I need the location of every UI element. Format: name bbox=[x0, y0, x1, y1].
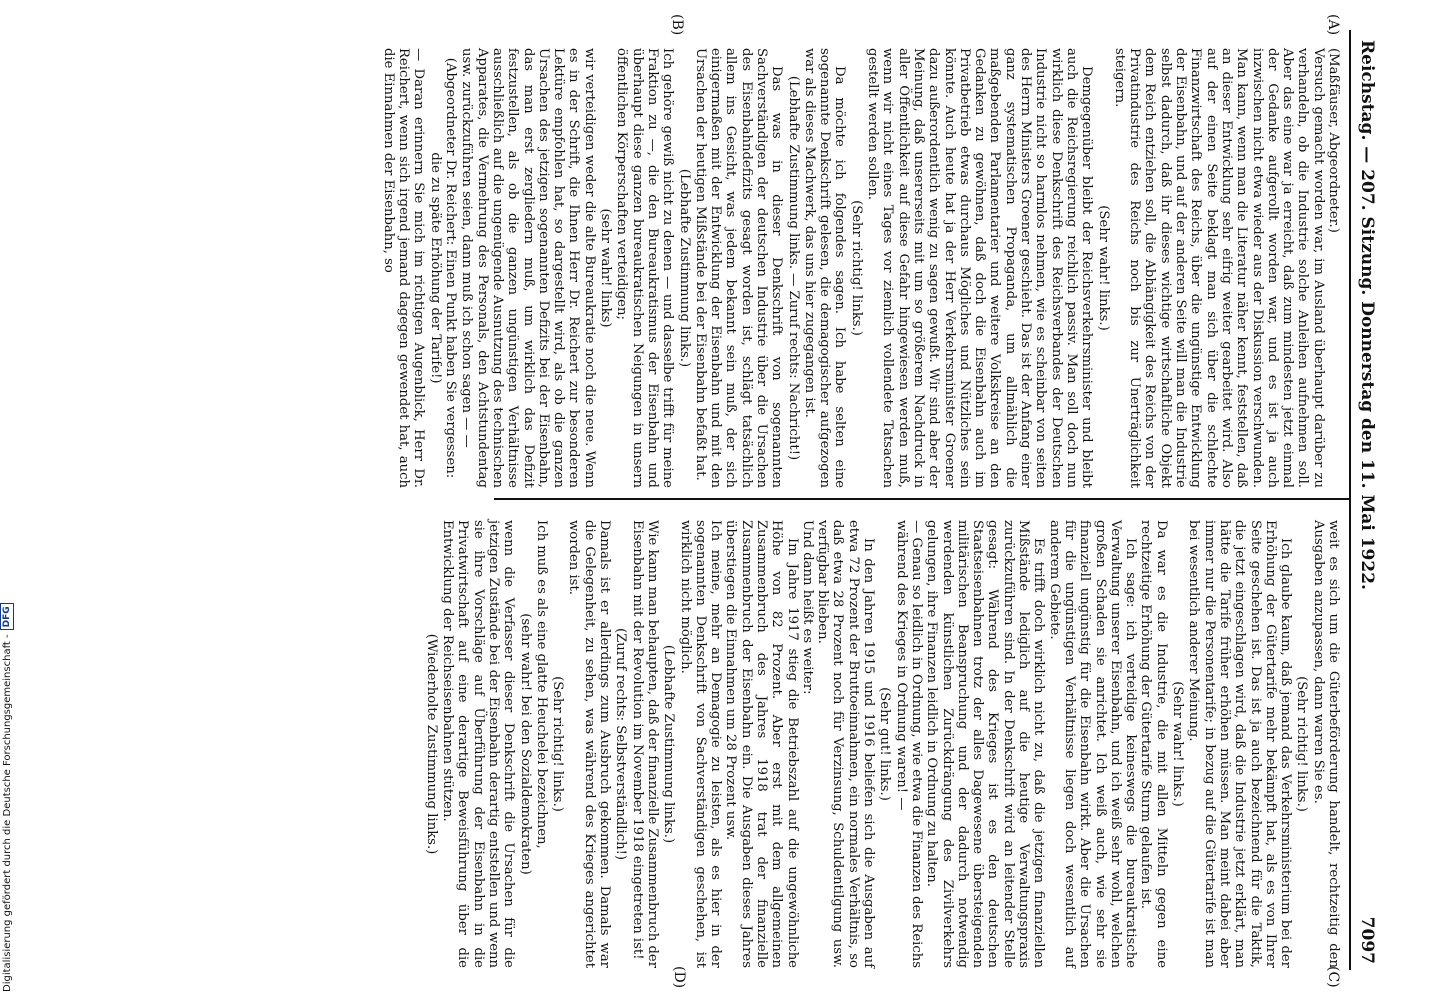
right-paragraph: Und dann heißt es weiter: bbox=[799, 520, 815, 695]
left-paragraph: — Daran erinnern Sie mich im richtigen Augenblick, Herr Dr. Reichert, wenn sich irgend jemand dagegen gewendet hat, auch die Einnahmen der Eisenbahn, so bbox=[380, 48, 427, 488]
left-interjection: (Lebhafte Zustimmung links. — Zuruf rechts: Nachricht!) bbox=[785, 75, 801, 461]
left-paragraph: Demgegenüber bleibt der Reichsverkehrsminister und bleibt auch die Reichsregierung reichlich passiv. Man soll doch nun wirklich diese Denkschrift des Reichsverbandes der Deutschen Industrie nicht so harmlos nehmen, wie es scheinbar von seiten des Herrn Ministers Groener geschieht. Das ist der Anfang einer ganz systematischen Propaganda, um allmählich die maßgebenden Parlamentarier und weitere Volkskreise an den Gedanken zu gewöhnen, daß doch die Eisenbahn auch im Privatbetrieb etwas durchaus Mögliches und Nützliches sein könnte. Auch heute hat ja der Herr Verkehrsminister Groener dazu außerordentlich wenig zu sagen gewußt. Wir sind aber der Meinung, daß unsererseits mit um so größerem Nachdruck in aller Öffentlichkeit auf diese Gefahr hingewiesen werden muß, wenn wir nicht eines Tages vor ziemlich vollendete Tatsachen gestellt werden sollen. bbox=[865, 48, 1095, 488]
page-header bbox=[1351, 0, 1385, 1000]
left-paragraph: Da möchte ich folgendes sagen. Ich habe selten eine sogenannte Denkschrift gelesen, die demagogischer aufgezogen war als dieses Machwerk, das uns hier zugegangen ist. bbox=[801, 48, 848, 488]
left-paragraph: (Maßfäuser, Abgeordneter.) bbox=[1326, 48, 1341, 233]
right-text-column bbox=[422, 520, 1341, 968]
right-paragraph: In den Jahren 1915 und 1916 beliefen sich die Ausgaben auf etwa 72 Prozent der Bruttoeinnahmen, ein normales Verhältnis, so daß etwa 28 Prozent noch für Verzinsung, Schuldentilgung usw. verfügbar blieben. bbox=[815, 520, 877, 968]
right-paragraph: Ich muß es als eine glatte Heuchelei bezeichnen, bbox=[533, 520, 549, 849]
page-number: 7097 bbox=[1357, 916, 1377, 964]
right-paragraph: Im Jahre 1917 stieg die Betriebszahl auf die ungewöhnliche Höhe von 82 Prozent. Aber erst mit dem allgemeinen Zusammenbruch des Jahres 1918 trat der finanzielle Zusammenbruch der Eisenbahn ein. Die Ausgaben dieses Jahres überstiegen die Einnahmen um 28 Prozent usw. bbox=[723, 520, 800, 968]
running-head: Reichstag. — 207. Sitzung. Donnerstag den 11. Mai 1922. bbox=[1357, 40, 1377, 590]
left-text-column bbox=[381, 48, 1341, 488]
margin-marker-b: (B) bbox=[669, 14, 685, 36]
right-interjection: (Zuruf rechts: Selbstverständlich!) bbox=[613, 627, 629, 861]
digitization-footer bbox=[0, 0, 16, 1000]
right-interjection: (Sehr richtig! links.) bbox=[550, 676, 566, 812]
header-rule bbox=[1349, 30, 1351, 970]
right-paragraph: weit es sich um die Güterbeförderung handelt, rechtzeitig den Ausgaben anzupassen, dann waren Sie es. bbox=[1310, 520, 1341, 968]
digitization-credit: Digitalisierung gefördert durch die Deutsche Forschungsgemeinschaft - bbox=[2, 634, 13, 992]
right-paragraph: Wie kann man behaupten, daß der finanzielle Zusammenbruch der Eisenbahn mit der Revolution im November 1918 eingetreten ist! bbox=[629, 520, 660, 968]
left-paragraph: Versuch gemacht worden war, im Ausland überhaupt darüber zu verhandeln, ob die Industrie solche Anleihen aufnehmen soll. Aber das eine war ja erreicht, daß zum mindesten jetzt einmal der Gedanke aufgerollt worden war, und es ist ja auch inzwischen nicht etwa wieder aus der Diskussion verschwunden. Man kann, wenn man die Literatur näher kennt, feststellen, daß an dieser Entwicklung sehr eifrig weiter gearbeitet wird. Also auf der einen Seite beklagt man sich über die schlechte Finanzwirtschaft des Reichs, über die ungünstige Entwicklung der Eisenbahn, und auf der anderen Seite will man die Industrie selbst dadurch, daß ihr dieses wichtige wirtschaftliche Objekt dem Reich entziehen soll, die Abhängigkeit des Reichs von der Privatindustrie des Reichs noch bis zur Unerträglichkeit steigern. bbox=[1111, 48, 1326, 488]
left-paragraph: wir verteidigen weder die alte Bureaukratie noch die neue. Wenn es in der Schrift, die Ihnen Herr Dr. Reichert zur besonderen Lektüre empfohlen hat, so dargestellt wird, als ob die ganzen Ursachen des jetzigen sogenannten Defizits bei der Eisenbahn, das man erst zergliedern muß, um wirklich das Defizit festzustellen, als ob die ganzen ungünstigen Verhältnisse ausschließlich auf die ungenügende Ausnutzung des technischen Apparates, die Vermehrung des Personals, den Achtstundentag usw. zurückzuführen seien, dann muß ich schon sagen — — bbox=[459, 48, 597, 488]
left-interjection: (Lebhafte Zustimmung links.) bbox=[676, 168, 692, 368]
right-paragraph: Ich glaube kaum, daß jemand das Verkehrsministerium bei der Erhöhung der Gütertarife mehr bekämpft hat, als es von Ihrer Seite geschehen ist. Das ist ja auch bezeichnend für die Taktik, die jetzt eingeschlagen wird, daß die Industrie jetzt erklärt, man hätte die Tarife früher erhöhen müssen. Man meint dabei aber immer nur die Personentarife; in bezug auf die Gütertarife ist man bei wesentlich anderer Meinung. bbox=[1186, 520, 1294, 968]
right-paragraph: Ich sage: ich verteidige keineswegs die bureaukratische Verwaltung unserer Eisenbahn, und ich weiß sehr wohl, welchen großen Schaden sie anrichtet. Ich weiß auch, wie sehr sie finanziell ungünstig für die Eisenbahn wirkt. Aber die Ursachen für die ungünstigen Verhältnisse liegen doch wesentlich auf anderem Gebiete. bbox=[1046, 520, 1139, 968]
left-interjection: (Abgeordneter Dr. Reichert: Einen Punkt haben Sie vergessen: die zu späte Erhöhung der Tarife!) bbox=[427, 57, 459, 479]
left-paragraph: Ich gehöre gewiß nicht zu denen — und dasselbe trifft für meine Fraktion zu —, die den Bureaukratismus der Eisenbahn und überhaupt diese ganzen bureaukratischen Neigungen in unsern öffentlichen Körperschaften verteidigen; bbox=[614, 48, 676, 488]
left-interjection: (Sehr wahr! links.) bbox=[1095, 205, 1111, 331]
column-divider bbox=[494, 498, 1349, 500]
right-paragraph: — Genau so leidlich in Ordnung, wie etwa die Finanzen des Reichs während des Krieges in Ordnung waren! — bbox=[893, 520, 924, 968]
right-paragraph: wenn die Verfasser dieser Denkschrift die Ursachen für die jetzigen Zustände bei der Eisenbahn derartig entstellen und wenn sie ihre Vorschläge auf Überführung der Eisenbahn in die Privatwirtschaft auf eine derartige Beweisführung über die Entwicklung der Reichseisenbahnen stützen. bbox=[440, 520, 517, 968]
left-interjection: (sehr wahr! links) bbox=[598, 208, 614, 328]
right-paragraph: Damals ist er allerdings zum Ausbruch gekommen. Damals war die Gelegenheit, zu sehen, was während des Krieges angerichtet worden ist. bbox=[566, 520, 613, 968]
right-paragraph: Es trifft doch wirklich nicht zu, daß die jetzigen finanziellen Mißstände lediglich auf die heutige Verwaltungspraxis zurückzuführen sind. In der Denkschrift wird an leitender Stelle gesagt: Während des Krieges ist es den deutschen Staatseisenbahnen trotz der alles Dagewesene übersteigenden militärischen Beanspruchung und der dadurch notwendig werdenden künstlichen Zurückdrängung des Zivilverkehrs gelungen, ihre Finanzen leidlich in Ordnung zu halten. bbox=[924, 520, 1047, 968]
right-interjection: (Sehr gut! links.) bbox=[877, 687, 893, 801]
margin-marker-c: (C) bbox=[1325, 966, 1341, 988]
right-interjection: (Wiederholte Zustimmung links.) bbox=[423, 633, 439, 855]
dfg-logo: DFG bbox=[0, 603, 14, 630]
right-interjection: (Sehr wahr! links.) bbox=[1170, 681, 1186, 807]
margin-marker-d: (D) bbox=[671, 966, 687, 989]
margin-marker-a: (A) bbox=[1325, 14, 1341, 36]
right-paragraph: Ich meine, mehr an Demagogie zu leisten, als es hier in der sogenannten Denkschrift von Sachverständigen geschehen, ist wirklich nicht möglich. bbox=[677, 520, 724, 968]
left-interjection: (Sehr richtig! links.) bbox=[848, 200, 864, 336]
left-paragraph: Das was in dieser Denkschrift von sogenannten Sachverständigen der deutschen Industrie über die Ursachen des Eisenbahndefizits gesagt worden ist, schlägt tatsächlich allem ins Gesicht, was jedem bekannt sein muß, der sich einigermaßen mit der Entwicklung der Eisenbahn und mit den Ursachen der heutigen Mißstände bei der Eisenbahn befaßt hat. bbox=[692, 48, 785, 488]
right-interjection: (Lebhafte Zustimmung links.) bbox=[661, 644, 677, 844]
right-interjection: (Sehr richtig! links.) bbox=[1294, 676, 1310, 812]
right-paragraph: Da war es die Industrie, die mit allen Mitteln gegen eine rechtzeitige Erhöhung der Gütertarife Sturm gelaufen ist. bbox=[1138, 520, 1169, 968]
right-interjection: (sehr wahr! bei den Sozialdemokraten) bbox=[517, 613, 533, 875]
